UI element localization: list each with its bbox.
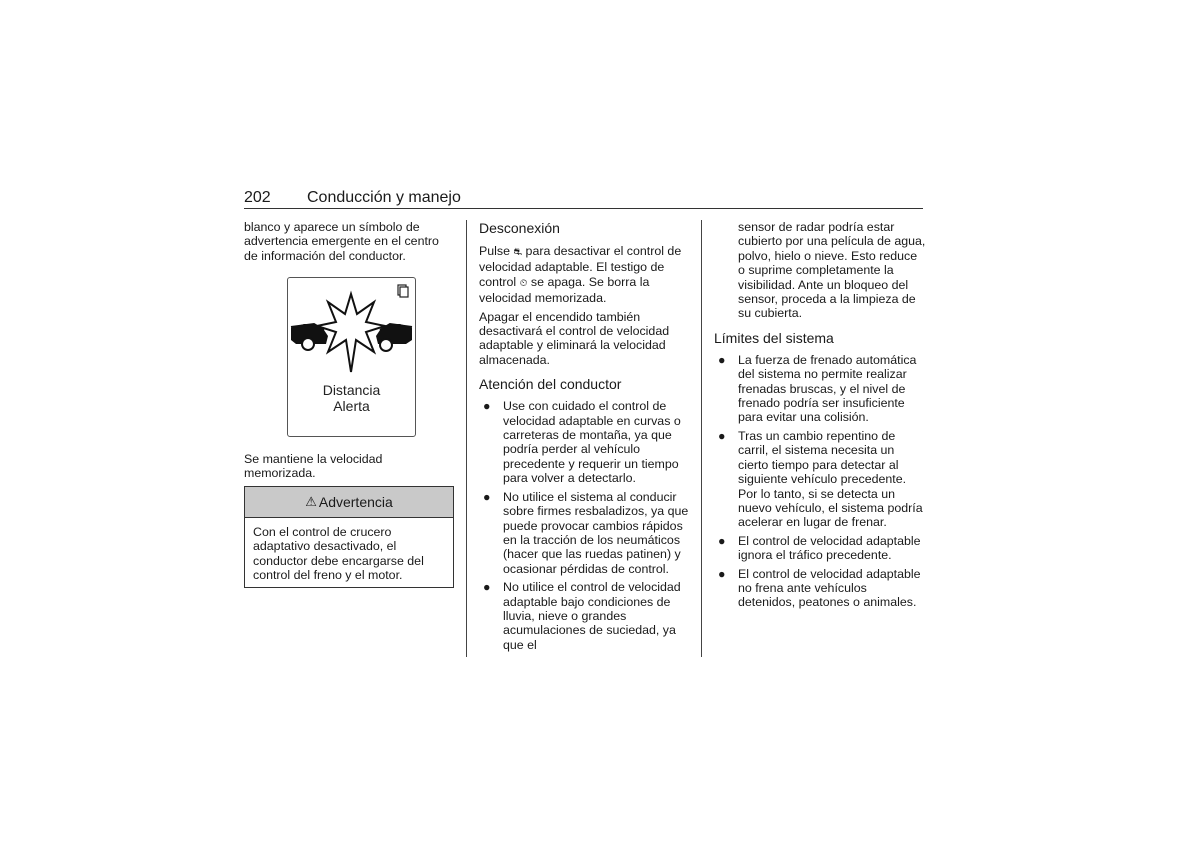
list-item: ● El control de velocidad adaptable no frena ante vehículos detenidos, peatones o animales. [718, 566, 921, 610]
bullet-icon: ● [718, 533, 726, 548]
heading-limites: Límites del sistema [714, 329, 834, 346]
after-figure-paragraph: Se mantiene la velocidad memorizada. [244, 452, 383, 481]
column-divider-1 [466, 220, 467, 657]
figure-caption-line2: Alerta [333, 398, 370, 414]
column-divider-2 [701, 220, 702, 657]
bullet-icon: ● [483, 580, 491, 595]
limites-list [714, 353, 926, 610]
figure-caption [288, 382, 415, 414]
page-header [244, 189, 923, 209]
bullet-icon: ● [718, 352, 726, 367]
list-item: ● Tras un cambio repentino de carril, el sistema necesita un cierto tiempo para detectar al siguiente vehículo precedente. Por lo tanto, si se detecta un nuevo vehículo, el sistema podría acelerar en lugar de frenar. [718, 428, 923, 530]
bullet-icon: ● [718, 428, 726, 443]
cruise-off-button-icon: ⛐ [513, 247, 523, 258]
atencion-list [479, 399, 691, 652]
warning-triangle-icon: ⚠ [305, 494, 317, 509]
list-item: ● No utilice el control de velocidad adaptable bajo condiciones de lluvia, nieve o grandes acumulaciones de suciedad, ya que el [483, 580, 681, 652]
heading-atencion: Atención del conductor [479, 376, 622, 393]
list-item: ● La fuerza de frenado automática del sistema no permite realizar frenadas bruscas, y el nivel de frenado podría ser insuficiente para evitar una colisión. [718, 352, 917, 425]
page-icon [398, 285, 408, 297]
desconexion-text-a: Pulse [479, 244, 510, 258]
collision-alert-figure [287, 277, 416, 437]
column-2 [479, 220, 691, 652]
warning-title: Advertencia [318, 494, 393, 510]
figure-caption-line1: Distancia [322, 382, 381, 398]
desconexion-text-b: para desactivar el control de velocidad adaptable. El testigo de control [479, 244, 682, 289]
warning-header [245, 487, 453, 518]
list-item: ● Use con cuidado el control de velocidad adaptable en curvas o carreteras de montaña, ya que podría perder al vehículo precedente y requerir un tiempo para volver a detectarlo. [483, 399, 681, 486]
collision-warning-icon [288, 278, 415, 382]
impact-starburst [317, 294, 385, 372]
sensor-paragraph: sensor de radar podría estar cubierto por una película de agua, polvo, hielo o nieve. Esto reduce o suprime completamente la visibilidad. Ante un bloqueo del sensor, proceda a la limpieza de su cubierta. [738, 220, 926, 321]
heading-desconexion: Desconexión [479, 220, 560, 236]
warning-box [244, 486, 454, 588]
warning-text: Con el control de crucero adaptativo desactivado, el conductor debe encargarse del control del freno y el motor. [253, 525, 424, 583]
header-divider [244, 208, 923, 209]
bullet-icon: ● [483, 489, 491, 504]
column-3 [714, 220, 926, 610]
column-1 [244, 220, 456, 263]
bullet-icon: ● [483, 399, 491, 414]
list-item: ● El control de velocidad adaptable ignora el tráfico precedente. [718, 533, 921, 563]
apagar-paragraph: Apagar el encendido también desactivará el control de velocidad adaptable y eliminará la velocidad almacenada. [479, 309, 670, 367]
list-item: ● No utilice el sistema al conducir sobre firmes resbaladizos, ya que puede provocar cambios rápidos en la tracción de los neumáticos (hacer que las ruedas patinen) y ocasionar pérdidas de control. [483, 489, 689, 576]
cruise-indicator-icon: ⏲ [519, 277, 528, 289]
section-title: Conducción y manejo [307, 189, 461, 206]
page-number: 202 [244, 189, 271, 206]
desconexion-paragraph [479, 244, 691, 306]
desconexion-text-c: se apaga. Se borra la velocidad memorizada. [479, 274, 650, 306]
after-figure-block [244, 452, 456, 481]
bullet-icon: ● [718, 566, 726, 581]
intro-paragraph: blanco y aparece un símbolo de advertencia emergente en el centro de información del conductor. [244, 220, 439, 263]
